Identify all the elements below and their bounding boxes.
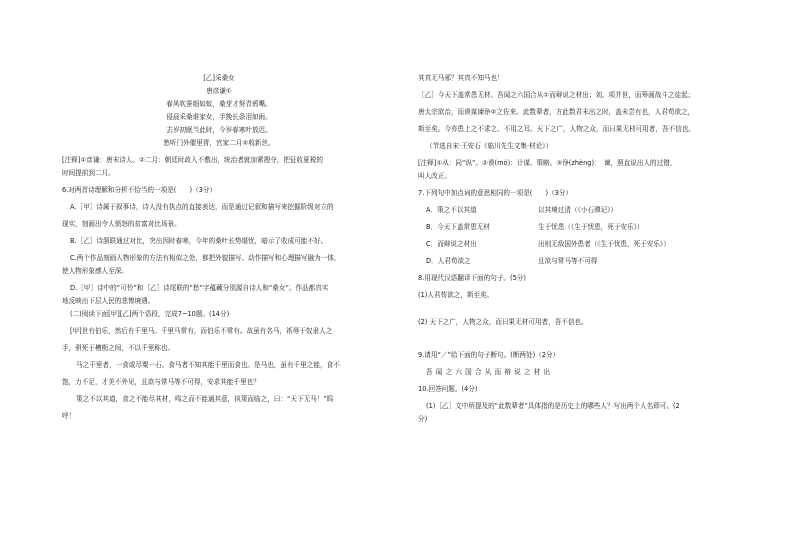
q6-option-a-line-1: A.［甲］诗属于叙事诗，诗人没有执点的直接表达，而是通过记叙和描写来挖掘阶级对立的 bbox=[70, 203, 334, 211]
q7-option-c-right: 出则无敌国外患者（《生于忧患，死于安乐》） bbox=[538, 240, 670, 248]
passage-note-line-2: 叫人改正。 bbox=[418, 172, 451, 180]
q7-option-b-right: 生于忧患（《生于忧患，死于安乐》） bbox=[538, 223, 644, 231]
passage-yi-line-3: 斯至矣。今亦患上之不求之、不用之耳。天下之广，人物之众，而曰果无材可用者，吾不信也。 bbox=[418, 125, 695, 133]
q10-item-1-line-1: (1)［乙］文中所提及的“此数辈者”具体指的是历史上的哪些人？写出两个人名即可。(2 bbox=[426, 402, 680, 410]
q6-option-c-line-1: C.两个作品刻画人物形象的方法有相似之处，都把外貌描写、动作描写和心理描写融为一体， bbox=[70, 254, 341, 262]
q6-option-c-line-2: 使人物形象感人至深。 bbox=[62, 267, 128, 275]
q6-stem: 6.对两首诗理解和分析不恰当的一项是( )（3分） bbox=[62, 186, 217, 194]
poem-line-2: 侵晨采桑谁家女，手挽长条泪如雨。 bbox=[166, 113, 272, 121]
poem-note-line-2: 时间提前到二月。 bbox=[62, 169, 115, 177]
poem-author: 唐彦谦① bbox=[206, 87, 232, 95]
q7-option-d-right: 且欲与常马等不可得 bbox=[538, 257, 598, 265]
poem-line-3: 去岁初眠当此时，今岁春寒叶放迟。 bbox=[166, 126, 272, 134]
poem-note-line-1: [注释]①彦谦：唐末诗人。②二月：朝廷时政入不敷出，统治者就加紧搜夺，把征收夏税的 bbox=[62, 156, 323, 164]
q6-option-b: B.［乙］诗颔联通过对比，突出因时春寒，今年的桑叶长势堪忧，暗示了收成可能不好。 bbox=[70, 237, 328, 245]
passage-yi-line-2: 唐太宗欲治，而谟谋谏诤②之佐来。此数辈者，方此数君未出之时，盖未尝有也，人君苟欲之， bbox=[418, 108, 695, 116]
q6-option-d-line-1: D.［甲］诗中的“可怜”和［乙］诗尾联的“愁”字蕴藏分别源自诗人和“桑女”。作品都真实 bbox=[70, 284, 329, 292]
q7-option-d-left: D．人君苟欲之 bbox=[426, 257, 471, 265]
q6-option-d-line-2: 地反映出下层人民的悲惨境遇。 bbox=[62, 297, 155, 305]
q10-stem: 10.回答问题。(4分) bbox=[418, 385, 478, 393]
q7-option-a-right: 以其境过清（《小石潭记》） bbox=[538, 206, 618, 214]
q7-option-b-left: B．今天下盖常患无材 bbox=[426, 223, 490, 231]
q7-option-a-left: A．策之不以其道 bbox=[426, 206, 477, 214]
poem-title: [乙]采桑女 bbox=[203, 74, 235, 82]
right-column bbox=[418, 72, 748, 426]
q7-option-c bbox=[418, 238, 748, 251]
q7-option-b bbox=[418, 221, 748, 234]
q8-item-1: (1)人君苟欲之，斯至矣。 bbox=[418, 291, 494, 299]
passage-jia-p3-line-1: 策之不以其道，食之不能尽其材，鸣之而不能通其意，执策而临之，曰：“天下无马！”呜 bbox=[76, 395, 334, 403]
passage-yi-line-1: ［乙］今天下盖常患无材。吾闻之六国合从①而辩说之材出；刘、项并世，而筹画战斗之徒起； bbox=[418, 91, 695, 99]
poem-line-1: 春风吹蚕细如蚁，桑芽才努青鸦嘴。 bbox=[166, 100, 272, 108]
left-column bbox=[62, 72, 376, 423]
passage-jia-p2-line-2: 饱，力不足，才美不外见，且欲与常马等不可得，安求其能千里也？ bbox=[62, 378, 260, 386]
q9-sentence: 吾闻之六国合从而辩说之材出 bbox=[426, 368, 554, 376]
q9-stem: 9.请用“／”给下面的句子断句。(断两处)（2分） bbox=[418, 351, 560, 359]
poem-line-4: 愁听门外催里胥，官家二月②收新丝。 bbox=[163, 139, 275, 147]
passage-jia-p1-line-1: [甲]世有伯乐，然后有千里马。千里马常有，而伯乐不常有。故虽有名马，祇辱于奴隶人之 bbox=[70, 327, 333, 335]
q6-option-a-line-2: 现实，刻画出令人愤怒的贫富对比场景。 bbox=[62, 220, 181, 228]
passage-note-line-1: [注释]①从：同“纵”。②谟(mó)：计谋、策略。③诤(zhèng)： 谏，照直说出人的过错， bbox=[418, 159, 677, 167]
q7-option-d bbox=[418, 255, 748, 268]
passage-jia-ending: 其真无马邪？其真不知马也！ bbox=[418, 74, 504, 82]
q8-stem: 8.用现代汉语翻译下面的句子。(5分) bbox=[418, 274, 526, 282]
q7-stem: 7.下列句中加点词的意思相同的一项是( )（3分） bbox=[418, 189, 573, 197]
q7-option-a bbox=[418, 204, 748, 217]
q7-option-c-left: C．而辩说之材出 bbox=[426, 240, 477, 248]
q8-item-2: (2) 天下之广，人物之众，而曰果无材可用者，吾不信也。 bbox=[418, 318, 588, 326]
passage-jia-p1-line-2: 手，骈死于槽枥之间，不以千里称也。 bbox=[62, 344, 175, 352]
passage-source: （节选自宋·王安石《临川先生文集·材论》） bbox=[426, 142, 553, 150]
section2-heading: (二)阅读下面[甲][乙]两个语段，完成7~10题。(14分) bbox=[70, 310, 230, 318]
passage-jia-p2-line-1: 马之千里者，一食或尽粟一石。食马者不知其能千里而食也。是马也，虽有千里之能，食不 bbox=[76, 361, 340, 369]
q10-item-1-line-2: 分) bbox=[418, 415, 428, 423]
passage-jia-p3-line-2: 呼！ bbox=[62, 412, 76, 420]
